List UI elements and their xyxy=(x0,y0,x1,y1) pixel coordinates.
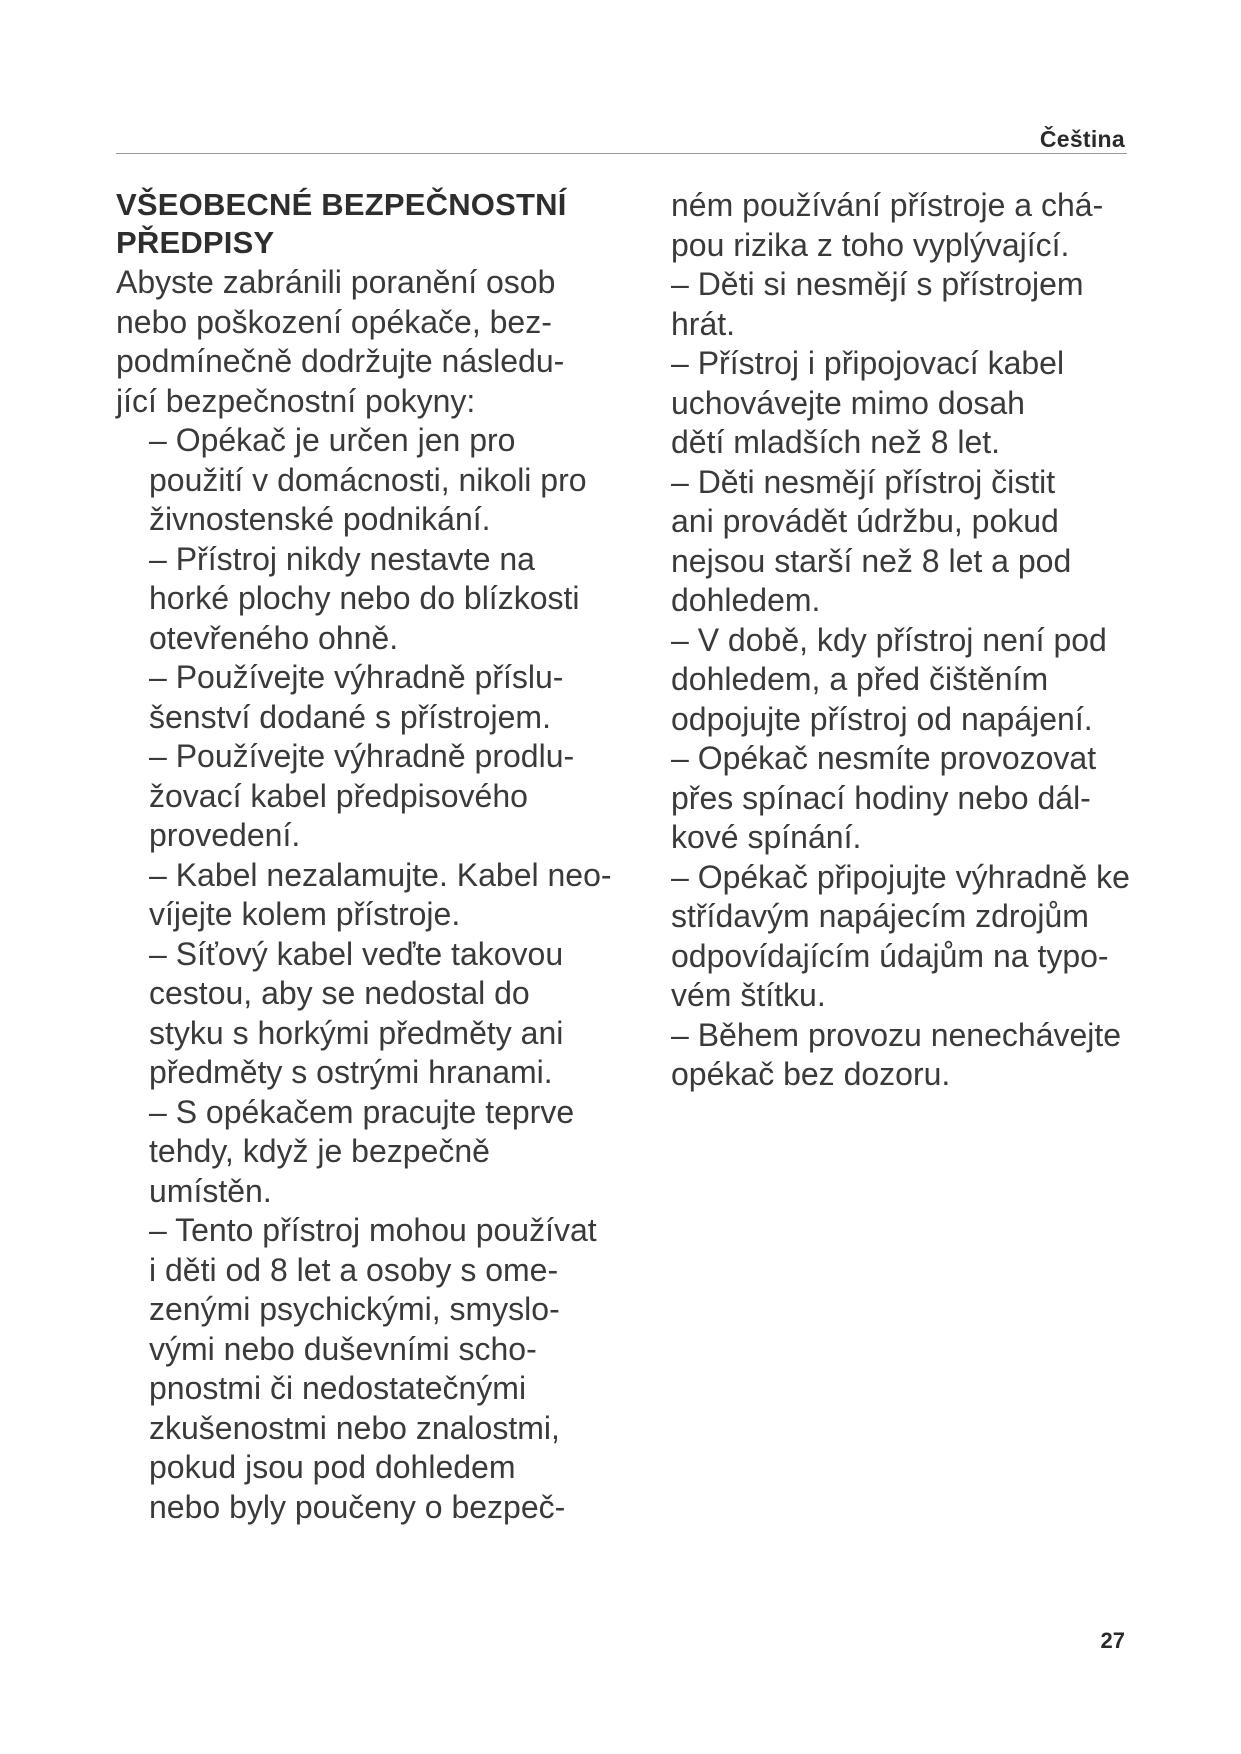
list-line: šenství dodané s přístrojem. xyxy=(149,698,551,735)
list-line: styku s horkými předměty ani xyxy=(149,1014,564,1051)
list-line: kové spínání. xyxy=(671,819,862,855)
list-line: dohledem. xyxy=(671,582,821,618)
list-line: cestou, aby se nedostal do xyxy=(149,975,530,1011)
intro-paragraph xyxy=(116,263,636,421)
list-line: – Opékač nesmíte provozovat xyxy=(671,740,1097,776)
list-line: odpovídajícím údajům na typo- xyxy=(671,937,1109,974)
list-line: – Přístroj i připojovací kabel xyxy=(671,345,1065,381)
list-line: víjejte kolem přístroje. xyxy=(149,896,461,932)
list-line: – V době, kdy přístroj není pod xyxy=(671,621,1107,658)
intro-line: Abyste zabránili poranění osob xyxy=(116,264,556,300)
list-line: otevřeného ohně. xyxy=(149,619,399,656)
intro-line: podmínečně dodržujte následu- xyxy=(116,343,565,379)
list-line: vém štítku. xyxy=(671,977,826,1013)
list-line: hrát. xyxy=(671,305,736,342)
list-line: nebo byly poučeny o bezpeč- xyxy=(149,1488,566,1525)
header-language-label: Čeština xyxy=(1039,126,1125,152)
list-line: i děti od 8 let a osoby s ome- xyxy=(149,1251,559,1288)
list-line: – Tento přístroj mohou používat xyxy=(149,1212,597,1248)
header-divider xyxy=(116,153,1127,154)
list-line: – S opékačem pracujte teprve xyxy=(149,1093,575,1130)
list-line: – Děti si nesmějí s přístrojem xyxy=(671,266,1084,302)
list-line: – Přístroj nikdy nestavte na xyxy=(149,540,535,577)
list-line: umístěn. xyxy=(149,1172,272,1209)
list-line: střídavým napájecím zdrojům xyxy=(671,898,1089,934)
list-line: odpojujte přístroj od napájení. xyxy=(671,700,1093,737)
section-title xyxy=(116,186,636,262)
list-line: – Používejte výhradně prodlu- xyxy=(149,738,575,774)
section-title-line: PŘEDPISY xyxy=(116,225,275,260)
list-line: provedení. xyxy=(149,817,301,853)
list-line: uchovávejte mimo dosah xyxy=(671,384,1025,421)
list-line: pou rizika z toho vyplývající. xyxy=(671,226,1070,263)
list-line: horké plochy nebo do blízkosti xyxy=(149,580,580,616)
list-line: – Děti nesmějí přístroj čistit xyxy=(671,463,1056,500)
list-line: dohledem, a před čištěním xyxy=(671,661,1049,697)
list-line: použití v domácnosti, nikoli pro xyxy=(149,461,587,498)
list-line: – Používejte výhradně příslu- xyxy=(149,659,564,695)
list-line: předměty s ostrými hranami. xyxy=(149,1054,553,1090)
list-line: – Během provozu nenechávejte xyxy=(671,1016,1122,1053)
list-line: pnostmi či nedostatečnými xyxy=(149,1370,527,1406)
page-number: 27 xyxy=(1100,1628,1125,1653)
section-title-line: VŠEOBECNÉ BEZPEČNOSTNÍ xyxy=(116,187,567,222)
list-line: – Opékač připojujte výhradně ke xyxy=(671,858,1130,895)
intro-line: jící bezpečnostní pokyny: xyxy=(116,382,476,419)
list-line: tehdy, když je bezpečně xyxy=(149,1133,490,1169)
list-line: žovací kabel předpisového xyxy=(149,777,528,814)
list-line: živnostenské podnikání. xyxy=(149,501,491,537)
list-line: – Síťový kabel veďte takovou xyxy=(149,935,564,972)
list-line: nejsou starší než 8 let a pod xyxy=(671,542,1072,579)
list-line: přes spínací hodiny nebo dál- xyxy=(671,779,1091,816)
right-column xyxy=(671,186,1171,1095)
list-line: pokud jsou pod dohledem xyxy=(149,1449,516,1485)
list-line: ném používání přístroje a chá- xyxy=(671,187,1104,223)
list-line: – Opékač je určen jen pro xyxy=(149,422,516,458)
list-line: opékač bez dozoru. xyxy=(671,1056,951,1092)
list-line: dětí mladších než 8 let. xyxy=(671,424,1001,460)
list-line: vými nebo duševními scho- xyxy=(149,1330,537,1367)
list-line: zenými psychickými, smyslo- xyxy=(149,1291,560,1327)
list-line: ani provádět údržbu, pokud xyxy=(671,503,1059,539)
safety-list-left xyxy=(116,421,636,1527)
intro-line: nebo poškození opékače, bez- xyxy=(116,303,552,340)
left-column xyxy=(116,186,636,1527)
list-line: – Kabel nezalamujte. Kabel neo- xyxy=(149,856,612,893)
list-line: zkušenostmi nebo znalostmi, xyxy=(149,1409,560,1446)
